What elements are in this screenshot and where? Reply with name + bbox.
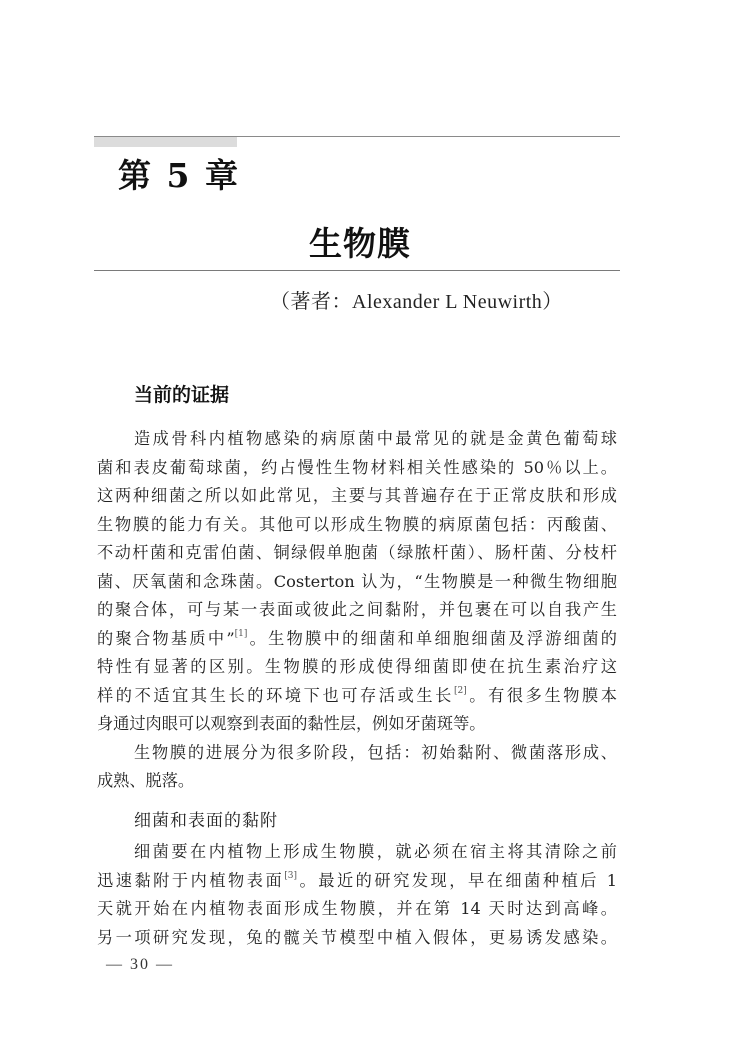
citation-ref[interactable]: [3] — [284, 871, 297, 881]
body-line: 另一项研究发现，兔的髋关节模型中植入假体，更易诱发感染。 — [97, 928, 617, 947]
chapter-title: 生物膜 — [309, 224, 411, 263]
body-text: 。有很多生物膜本 — [466, 686, 617, 705]
body-text: 。最近的研究发现，早在细菌种植后 1 — [296, 871, 618, 890]
body-line: 身通过肉眼可以观察到表面的黏性层，例如牙菌斑等。 — [97, 714, 486, 733]
body-text: 样的不适宜其生长的环境下也可存活或生长 — [97, 686, 454, 705]
body-line: 这两种细菌之所以如此常见，主要与其普遍存在于正常皮肤和形成 — [97, 486, 617, 505]
body-line: 生物膜的能力有关。其他可以形成生物膜的病原菌包括：丙酸菌、 — [97, 515, 617, 534]
body-line — [97, 627, 617, 651]
body-text: 的聚合物基质中” — [97, 629, 235, 648]
body-line: 菌、厌氧菌和念珠菌。Costerton 认为，“生物膜是一种微生物细胞 — [97, 572, 617, 591]
page-number: — 30 — — [106, 956, 174, 973]
body-line: 成熟、脱落。 — [97, 771, 195, 790]
body-line: 不动杆菌和克雷伯菌、铜绿假单胞菌（绿脓杆菌）、肠杆菌、分枝杆 — [97, 543, 617, 562]
section-heading: 当前的证据 — [134, 384, 230, 406]
body-line: 造成骨科内植物感染的病原菌中最常见的就是金黄色葡萄球 — [134, 429, 617, 448]
chapter-title-wrap — [0, 218, 730, 265]
body-line: 天就开始在内植物表面形成生物膜，并在第 14 天时达到高峰。 — [97, 899, 617, 918]
body-line: 的聚合体，可与某一表面或彼此之间黏附，并包裹在可以自我产生 — [97, 600, 617, 619]
body-line: 细菌要在内植物上形成生物膜，就必须在宿主将其清除之前 — [134, 842, 617, 861]
body-line — [97, 684, 617, 708]
citation-ref[interactable]: [2] — [453, 686, 467, 696]
citation-ref[interactable]: [1] — [234, 629, 248, 639]
body-text: 迅速黏附于内植物表面 — [97, 871, 285, 890]
body-line: 菌和表皮葡萄球菌，约占慢性生物材料相关性感染的 50％以上。 — [97, 458, 617, 477]
body-line: 生物膜的进展分为很多阶段，包括：初始黏附、微菌落形成、 — [134, 743, 617, 762]
title-rule — [94, 270, 620, 271]
header-grey-bar — [94, 137, 237, 147]
chapter-label: 第 5 章 — [118, 156, 240, 195]
body-line — [97, 869, 617, 893]
author-credit: （著者：Alexander L Neuwirth） — [270, 291, 563, 313]
body-line: 特性有显著的区别。生物膜的形成使得细菌即使在抗生素治疗这 — [97, 657, 617, 676]
subsection-heading: 细菌和表面的黏附 — [134, 811, 278, 831]
body-text: 。生物膜中的细菌和单细胞细菌及浮游细菌的 — [247, 629, 617, 648]
